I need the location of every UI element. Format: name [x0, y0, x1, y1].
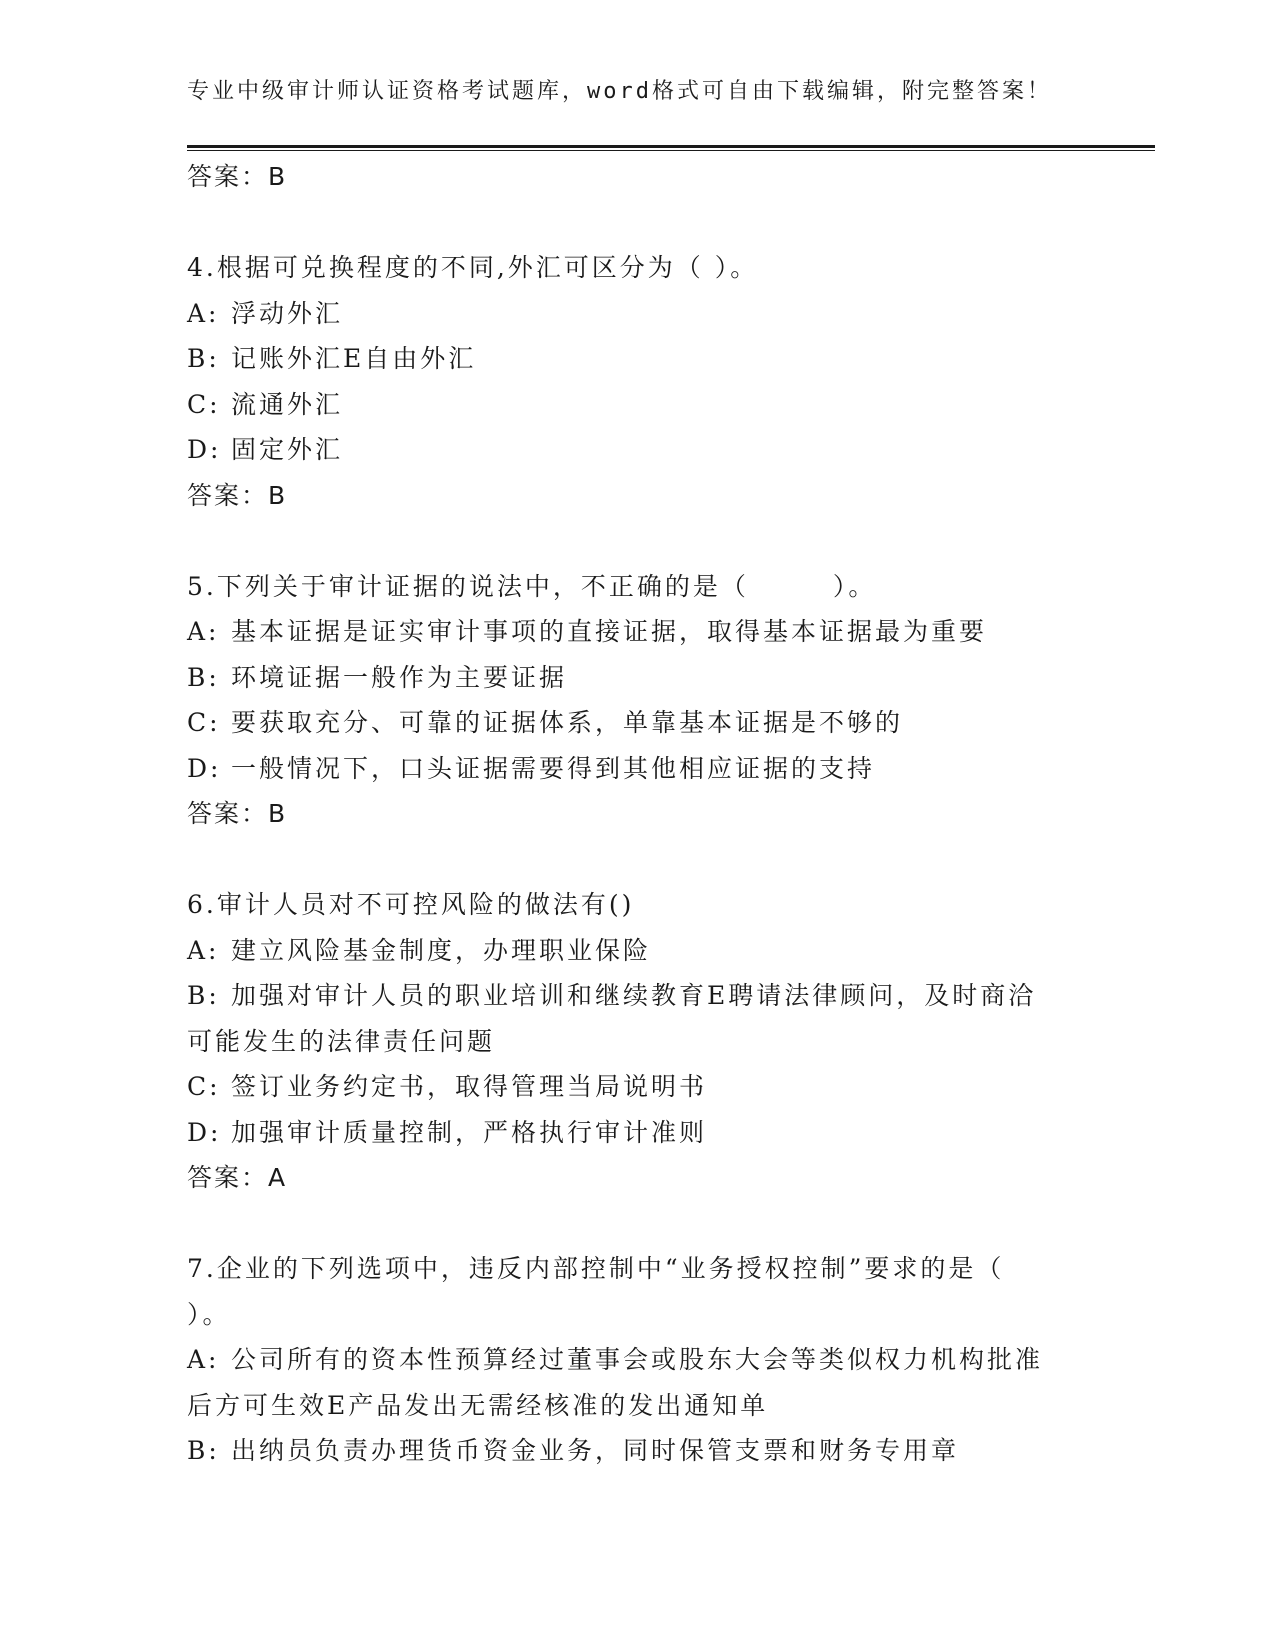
option-d [187, 427, 1077, 473]
spacer [187, 1201, 1077, 1247]
option-d [187, 1110, 1077, 1156]
question-stem: 6.审计人员对不可控风险的做法有() [187, 890, 635, 919]
option-text: 建立风险基金制度，办理职业保险 [231, 935, 652, 965]
option-a [187, 291, 1077, 337]
option-label: A: [187, 298, 220, 328]
option-a [187, 928, 1077, 974]
option-a-continued: 后方可生效E产品发出无需经核准的发出通知单 [187, 1390, 769, 1420]
page-header: 专业中级审计师认证资格考试题库，word格式可自由下载编辑，附完整答案！ [187, 79, 1052, 104]
option-label: B: [187, 344, 220, 373]
option-text: 环境证据一般作为主要证据 [231, 662, 568, 692]
option-label: C: [187, 1072, 221, 1101]
option-label: B: [187, 662, 220, 692]
option-label: D: [187, 1117, 222, 1147]
option-b [187, 655, 1077, 701]
option-c [187, 1064, 1077, 1110]
spacer [187, 200, 1077, 246]
option-c [187, 700, 1077, 746]
option-text: 出纳员负责办理货币资金业务，同时保管支票和财务专用章 [231, 1436, 960, 1465]
question-stem: 5.下列关于审计证据的说法中，不正确的是（ ）。 [187, 571, 877, 601]
option-d [187, 746, 1077, 792]
option-label: D: [187, 753, 222, 783]
header-rule-thick [187, 145, 1155, 148]
question-6 [187, 882, 1077, 1201]
option-text: 加强对审计人员的职业培训和继续教育E聘请法律顾问，及时商洽 [231, 981, 1037, 1010]
option-text: 签订业务约定书，取得管理当局说明书 [231, 1072, 708, 1101]
option-text: 一般情况下，口头证据需要得到其他相应证据的支持 [231, 753, 876, 783]
option-text: 记账外汇E自由外汇 [231, 344, 477, 373]
header-rule-thin [187, 150, 1155, 151]
spacer [187, 518, 1077, 564]
option-b [187, 973, 1077, 1019]
option-a [187, 1337, 1077, 1383]
option-b [187, 336, 1077, 382]
question-stem: 4.根据可兑换程度的不同,外汇可区分为（ ）。 [187, 253, 759, 282]
option-label: D: [187, 435, 222, 464]
option-label: C: [187, 708, 221, 737]
option-text: 浮动外汇 [231, 298, 344, 328]
option-text: 流通外汇 [231, 389, 344, 419]
answer: 答案：B [187, 799, 288, 828]
option-text: 固定外汇 [231, 435, 344, 464]
option-text: 加强审计质量控制，严格执行审计准则 [231, 1117, 708, 1147]
option-label: A: [187, 1345, 220, 1374]
option-b [187, 1428, 1077, 1474]
question-5 [187, 564, 1077, 837]
option-c [187, 382, 1077, 428]
option-b-continued: 可能发生的法律责任问题 [187, 1026, 496, 1056]
option-label: B: [187, 1436, 220, 1465]
question-stem: 7.企业的下列选项中，违反内部控制中“业务授权控制”要求的是（ [187, 1254, 1005, 1283]
question-7 [187, 1246, 1077, 1474]
question-4 [187, 245, 1077, 518]
answer: 答案：B [187, 480, 288, 510]
spacer [187, 837, 1077, 883]
document-body [187, 154, 1077, 1474]
option-label: C: [187, 389, 221, 419]
option-text: 基本证据是证实审计事项的直接证据，取得基本证据最为重要 [231, 617, 988, 646]
answer: 答案：A [187, 1163, 288, 1192]
question-stem-continued: ）。 [187, 1299, 231, 1329]
option-label: A: [187, 935, 220, 965]
option-label: B: [187, 981, 220, 1010]
option-a [187, 609, 1077, 655]
answer-previous: 答案：B [187, 162, 288, 191]
option-label: A: [187, 617, 220, 646]
option-text: 公司所有的资本性预算经过董事会或股东大会等类似权力机构批准 [231, 1345, 1044, 1374]
option-text: 要获取充分、可靠的证据体系，单靠基本证据是不够的 [231, 708, 904, 737]
